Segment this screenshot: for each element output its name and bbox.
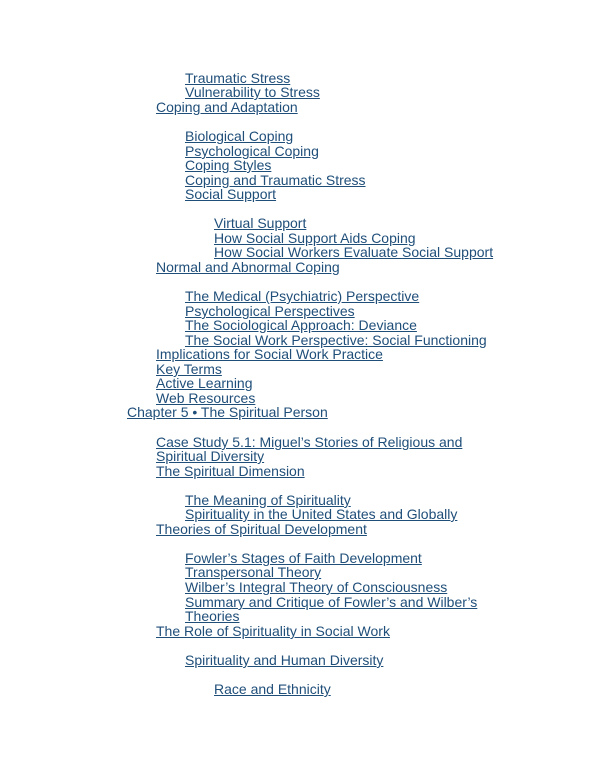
toc-link-wilbers-integral-theory[interactable]: Wilber’s Integral Theory of Consciousness [185,579,448,595]
toc-link-traumatic-stress[interactable]: Traumatic Stress [185,70,291,86]
toc-link-normal-and-abnormal-coping[interactable]: Normal and Abnormal Coping [156,259,340,275]
toc-link-coping-and-adaptation[interactable]: Coping and Adaptation [156,99,298,115]
toc-link-active-learning[interactable]: Active Learning [156,375,253,391]
toc-link-coping-styles[interactable]: Coping Styles [185,157,272,173]
toc-link-psychological-perspectives[interactable]: Psychological Perspectives [185,303,355,319]
toc-link-vulnerability-to-stress[interactable]: Vulnerability to Stress [185,84,320,100]
toc-link-summary-and-critique-cont[interactable]: Theories [185,608,240,624]
toc-link-summary-and-critique[interactable]: Summary and Critique of Fowler’s and Wilber’s [185,594,478,610]
toc-link-coping-and-traumatic-stress[interactable]: Coping and Traumatic Stress [185,172,366,188]
toc-link-theories-of-spiritual-development[interactable]: Theories of Spiritual Development [156,521,367,537]
toc-link-spiritual-dimension[interactable]: The Spiritual Dimension [156,463,305,479]
toc-link-fowlers-stages[interactable]: Fowler’s Stages of Faith Development [185,550,422,566]
toc-link-race-and-ethnicity[interactable]: Race and Ethnicity [214,681,331,697]
toc-link-implications-for-practice[interactable]: Implications for Social Work Practice [156,346,383,362]
toc-link-chapter-5[interactable]: Chapter 5 • The Spiritual Person [127,404,328,420]
toc-link-case-study-5-1[interactable]: Case Study 5.1: Miguel’s Stories of Religious and [156,434,463,450]
toc-link-medical-perspective[interactable]: The Medical (Psychiatric) Perspective [185,288,420,304]
toc-link-sociological-approach[interactable]: The Sociological Approach: Deviance [185,317,417,333]
toc-link-role-of-spirituality[interactable]: The Role of Spirituality in Social Work [156,623,390,639]
toc-link-how-social-workers-evaluate[interactable]: How Social Workers Evaluate Social Support [214,244,494,260]
toc-link-social-work-perspective[interactable]: The Social Work Perspective: Social Functioning [185,332,487,348]
toc-link-virtual-support[interactable]: Virtual Support [214,215,307,231]
toc-link-case-study-5-1-cont[interactable]: Spiritual Diversity [156,448,265,464]
toc-link-web-resources[interactable]: Web Resources [156,390,256,406]
toc-link-meaning-of-spirituality[interactable]: The Meaning of Spirituality [185,492,351,508]
toc-link-key-terms[interactable]: Key Terms [156,361,222,377]
toc-link-spirituality-us-globally[interactable]: Spirituality in the United States and Globally [185,506,458,522]
toc-link-how-social-support-aids-coping[interactable]: How Social Support Aids Coping [214,230,416,246]
toc-link-transpersonal-theory[interactable]: Transpersonal Theory [185,564,322,580]
toc-link-spirituality-human-diversity[interactable]: Spirituality and Human Diversity [185,652,384,668]
toc-link-biological-coping[interactable]: Biological Coping [185,128,294,144]
toc-link-psychological-coping[interactable]: Psychological Coping [185,143,319,159]
toc-link-social-support[interactable]: Social Support [185,186,277,202]
